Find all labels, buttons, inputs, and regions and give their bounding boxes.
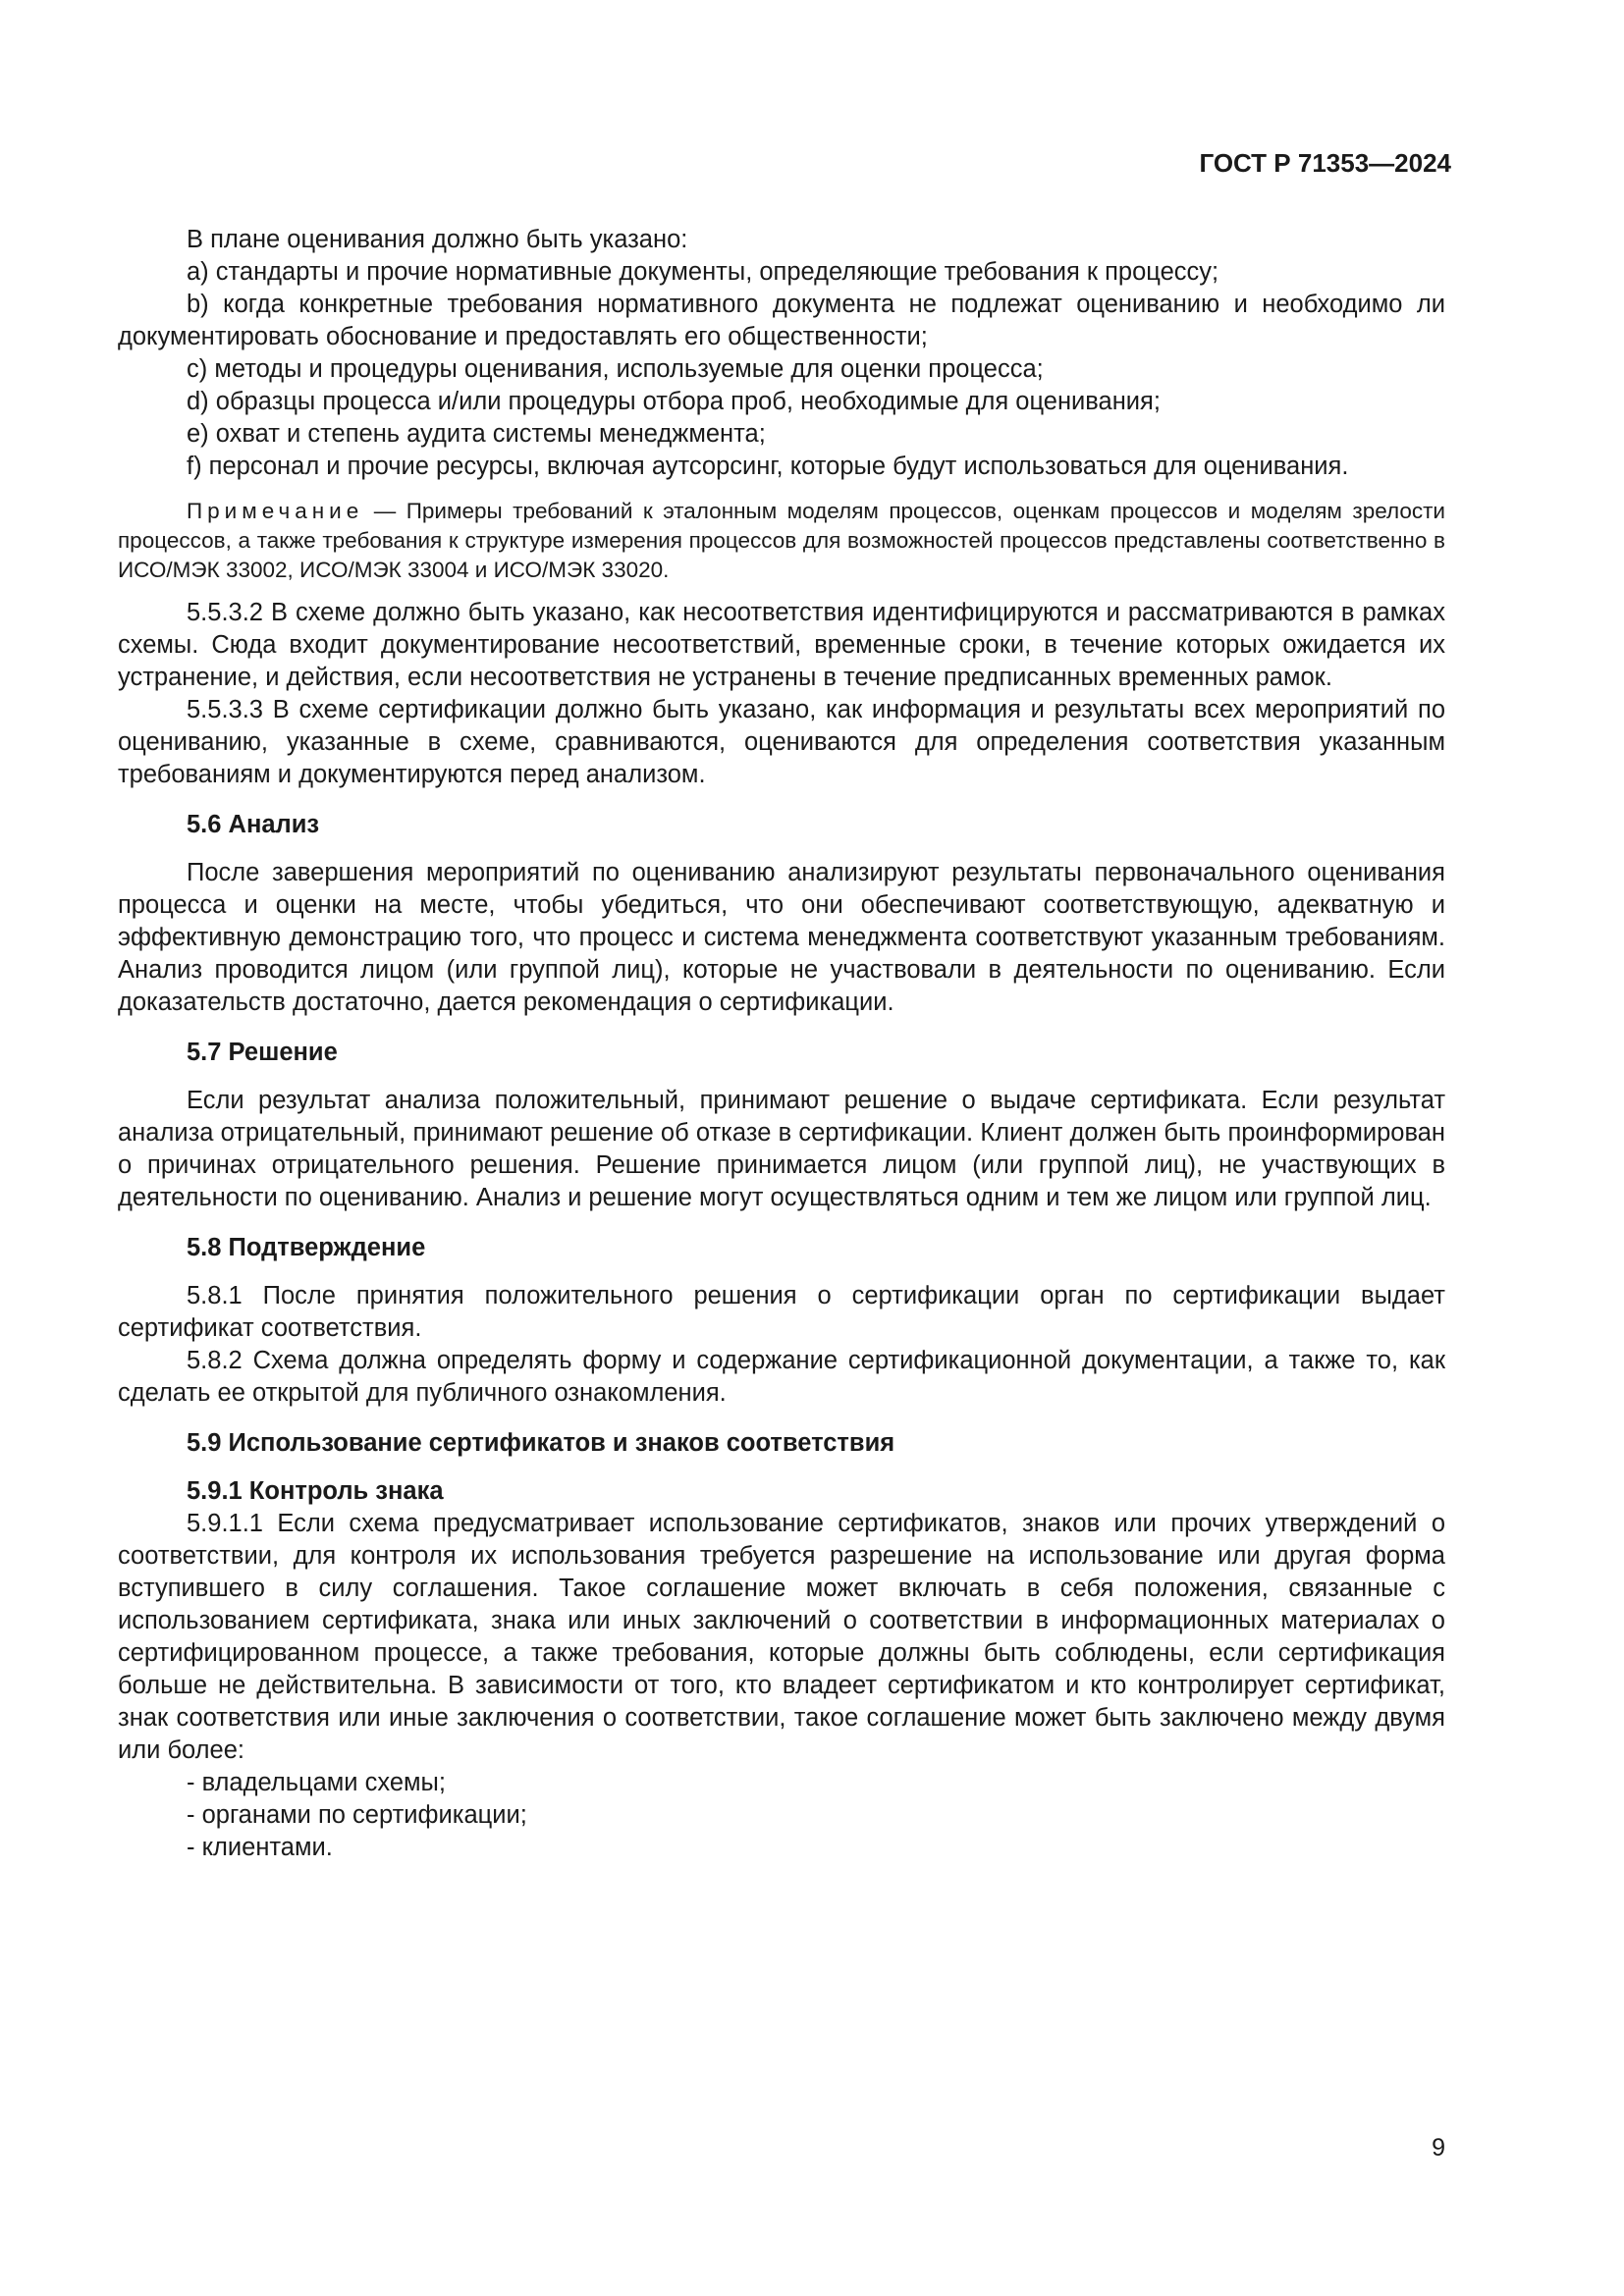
clause-5-5-3-2: 5.5.3.2 В схеме должно быть указано, как несоответствия идентифицируются и рассматриваются в рамках схемы. Сюда входит документирование несоответствий, временные сроки, в течение которых ожидается их устранение, и действия, если несоответствия не устранены в течение предписанных временных рамок.: [118, 599, 1445, 691]
section-5-9-heading: 5.9 Использование сертификатов и знаков соответствия: [187, 1429, 895, 1457]
section-5-7-text: Если результат анализа положительный, принимают решение о выдаче сертификата. Если результат анализа отрицательный, принимают решение об отказе в сертификации. Клиент должен быть проинформирован о причинах отрицательного решения. Решение принимается лицом (или группой лиц), не участвующих в деятельности по оцениванию. Анализ и решение могут осуществляться одним и тем же лицом или группой лиц.: [118, 1087, 1445, 1211]
section-5-7-heading: 5.7 Решение: [187, 1039, 338, 1066]
section-5-9-1-heading: 5.9.1 Контроль знака: [187, 1477, 444, 1505]
section-5-6-text: После завершения мероприятий по оцениванию анализируют результаты первоначального оценивания процесса и оценки на месте, чтобы убедиться, что они обеспечивают соответствующую, адекватную и эффективную демонстрацию того, что процесс и система менеджмента соответствуют указанным требованиям. Анализ проводится лицом (или группой лиц), которые не участвовали в деятельности по оцениванию. Если доказательств достаточно, дается рекомендация о сертификации.: [118, 859, 1445, 1016]
plan-item-f: f) персонал и прочие ресурсы, включая аутсорсинг, которые будут использоваться для оценивания.: [187, 453, 1349, 480]
clause-5-9-1-1: 5.9.1.1 Если схема предусматривает использование сертификатов, знаков или прочих утверждений о соответствии, для контроля их использования требуется разрешение на использование или другая форма вступившего в силу соглашения. Такое соглашение может включать в себя положения, связанные с использованием сертификата, знака или иных заключений о соответствии в информационных материалах о сертифицированном процессе, а также требования, которые должны быть соблюдены, если сертификация больше не действительна. В зависимости от того, кто владеет сертификатом и кто контролирует сертификат, знак соответствия или иные заключения о соответствии, такое соглашение может быть заключено между двумя или более:: [118, 1510, 1445, 1764]
list-item: - владельцами схемы;: [187, 1769, 446, 1796]
document-code: ГОСТ Р 71353—2024: [1199, 148, 1451, 178]
plan-item-b: b) когда конкретные требования нормативного документа не подлежат оцениванию и необходимо ли документировать обоснование и предоставлять его общественности;: [118, 291, 1445, 350]
clause-5-8-2: 5.8.2 Схема должна определять форму и содержание сертификационной документации, а также то, как сделать ее открытой для публичного ознакомления.: [118, 1347, 1445, 1407]
section-5-8-heading: 5.8 Подтверждение: [187, 1234, 426, 1261]
clause-5-8-1: 5.8.1 После принятия положительного решения о сертификации орган по сертификации выдает сертификат соответствия.: [118, 1282, 1445, 1342]
plan-item-a: a) стандарты и прочие нормативные документы, определяющие требования к процессу;: [187, 258, 1219, 286]
plan-item-c: c) методы и процедуры оценивания, используемые для оценки процесса;: [187, 355, 1044, 383]
section-5-6-heading: 5.6 Анализ: [187, 811, 320, 838]
note: [118, 497, 1445, 585]
plan-item-e: e) охват и степень аудита системы менеджмента;: [187, 420, 766, 448]
note-text: — Примеры требований к эталонным моделям процессов, оценкам процессов и моделям зрелости процессов, а также требования к структуре измерения процессов для возможностей процессов представлены соответственно в ИСО/МЭК 33002, ИСО/МЭК 33004 и ИСО/МЭК 33020.: [118, 499, 1445, 582]
list-item: - органами по сертификации;: [187, 1801, 527, 1829]
page-number: 9: [1432, 2134, 1445, 2162]
plan-item-d: d) образцы процесса и/или процедуры отбора проб, необходимые для оценивания;: [187, 388, 1161, 415]
note-label: Примечание: [187, 499, 364, 523]
plan-intro: В плане оценивания должно быть указано:: [187, 226, 688, 253]
list-item: - клиентами.: [187, 1834, 333, 1861]
clause-5-5-3-3: 5.5.3.3 В схеме сертификации должно быть указано, как информация и результаты всех мероприятий по оцениванию, указанные в схеме, сравниваются, оцениваются для определения соответствия указанным требованиям и документируются перед анализом.: [118, 696, 1445, 788]
page-body: [118, 224, 1445, 1864]
